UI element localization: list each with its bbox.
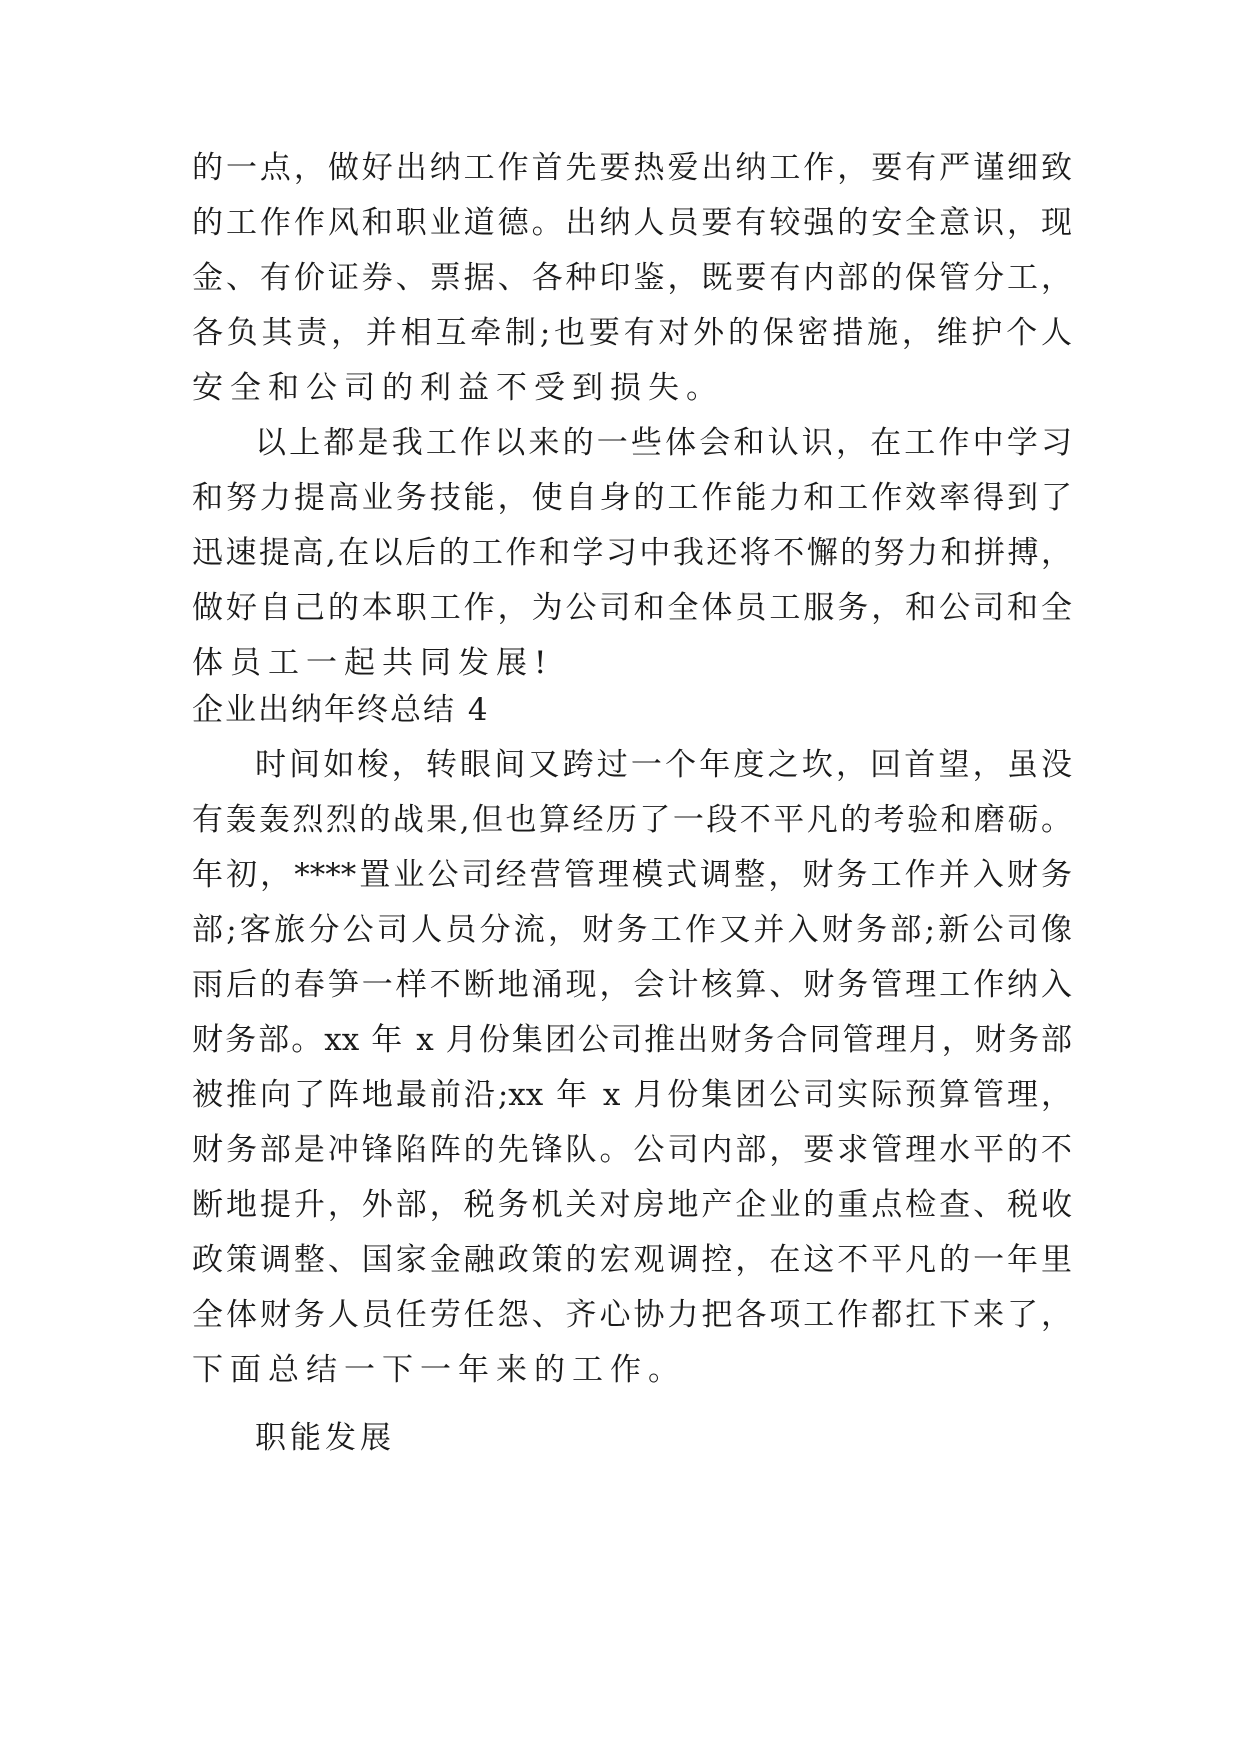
paragraph-line: 以上都是我工作以来的一些体会和认识，在工作中学习 [255,425,1072,461]
paragraph-line: 断地提升，外部，税务机关对房地产企业的重点检查、税收 [192,1187,1072,1223]
paragraph-line: 体员工一起共同发展! [192,645,554,681]
paragraph-line: 做好自己的本职工作，为公司和全体员工服务，和公司和全 [192,590,1072,626]
paragraph-line: 年初，****置业公司经营管理模式调整，财务工作并入财务 [192,857,1072,893]
paragraph-line: 政策调整、国家金融政策的宏观调控，在这不平凡的一年里 [192,1242,1072,1278]
paragraph-line: 安全和公司的利益不受到损失。 [192,370,724,406]
section-heading: 企业出纳年终总结 4 [192,692,490,728]
paragraph-line: 下面总结一下一年来的工作。 [192,1352,686,1388]
paragraph-line: 有轰轰烈烈的战果,但也算经历了一段不平凡的考验和磨砺。 [192,802,1072,838]
paragraph-line: 财务部是冲锋陷阵的先锋队。公司内部，要求管理水平的不 [192,1132,1072,1168]
paragraph-line: 财务部。xx 年 x 月份集团公司推出财务合同管理月，财务部 [192,1022,1072,1058]
paragraph-line: 部;客旅分公司人员分流，财务工作又并入财务部;新公司像 [192,912,1072,948]
paragraph-line: 雨后的春笋一样不断地涌现，会计核算、财务管理工作纳入 [192,967,1072,1003]
paragraph-line: 的一点，做好出纳工作首先要热爱出纳工作，要有严谨细致 [192,150,1072,186]
subsection-heading: 职能发展 [255,1420,395,1456]
paragraph-line: 全体财务人员任劳任怨、齐心协力把各项工作都扛下来了， [192,1297,1072,1333]
paragraph-line: 迅速提高,在以后的工作和学习中我还将不懈的努力和拼搏， [192,535,1072,571]
paragraph-line: 被推向了阵地最前沿;xx 年 x 月份集团公司实际预算管理， [192,1077,1072,1113]
paragraph-line: 的工作作风和职业道德。出纳人员要有较强的安全意识，现 [192,205,1072,241]
paragraph-line: 金、有价证券、票据、各种印鉴，既要有内部的保管分工， [192,260,1072,296]
paragraph-line: 和努力提高业务技能，使自身的工作能力和工作效率得到了 [192,480,1072,516]
paragraph-line: 时间如梭，转眼间又跨过一个年度之坎，回首望，虽没 [255,747,1072,783]
paragraph-line: 各负其责，并相互牵制;也要有对外的保密措施，维护个人 [192,315,1072,351]
